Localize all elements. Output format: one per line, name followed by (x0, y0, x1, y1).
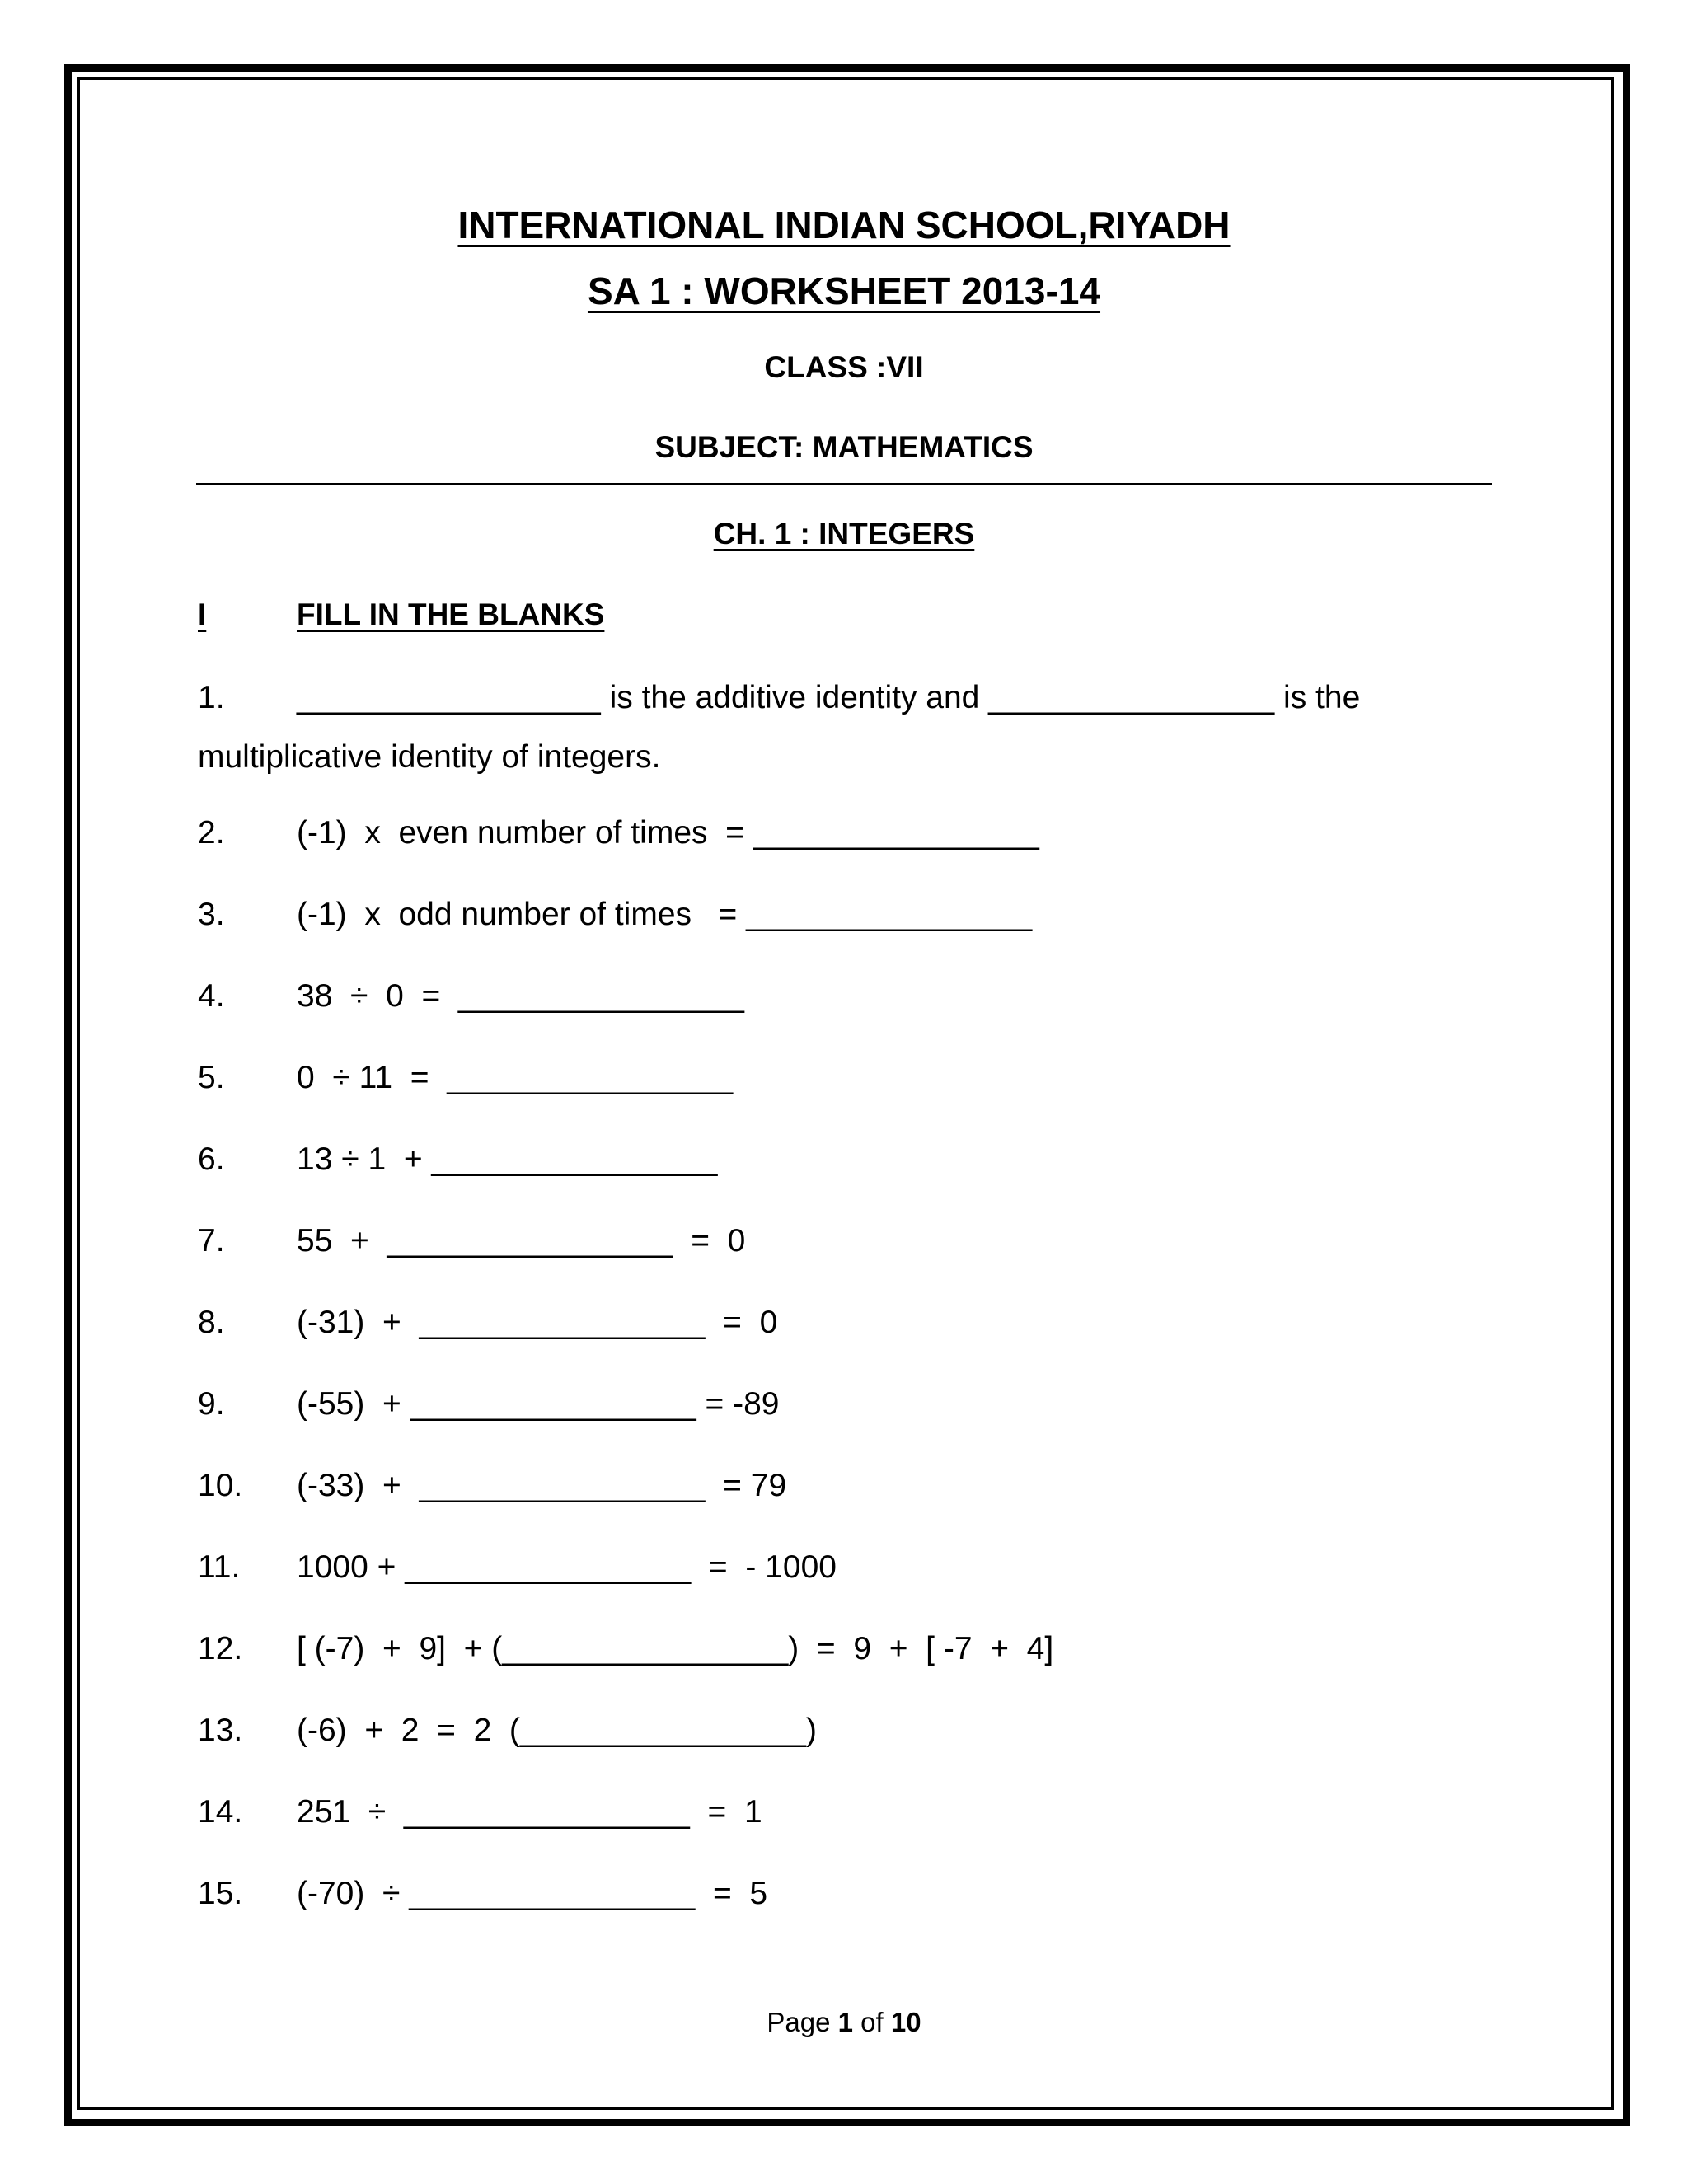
question-number: 3. (198, 897, 225, 932)
question-1-continuation: multiplicative identity of integers. (198, 739, 661, 775)
question-number: 5. (198, 1060, 225, 1095)
question-text: (-33) + ________________ = 79 (297, 1468, 787, 1503)
question-number: 8. (198, 1305, 225, 1340)
question-text: 251 ÷ ________________ = 1 (297, 1794, 762, 1830)
question-number: 12. (198, 1631, 243, 1666)
question-number: 1. (198, 680, 225, 715)
question-number: 10. (198, 1468, 243, 1503)
question-number: 13. (198, 1713, 243, 1748)
question-number: 11. (198, 1549, 241, 1585)
question-text: [ (-7) + 9] + (________________) = 9 + [ -7 + 4] (297, 1631, 1054, 1666)
question-text: 0 ÷ 11 = ________________ (297, 1060, 734, 1095)
question-text: 1000 + ________________ = - 1000 (297, 1549, 837, 1585)
question-text: 55 + ________________ = 0 (297, 1223, 746, 1258)
section-title: FILL IN THE BLANKS (297, 598, 605, 631)
header-divider (196, 483, 1492, 485)
subject-label: SUBJECT: MATHEMATICS (654, 430, 1034, 464)
footer-total-pages: 10 (890, 2007, 921, 2037)
class-label: CLASS :VII (764, 350, 924, 384)
question-text: (-1) x odd number of times = ________________ (297, 897, 1033, 932)
question-text: (-1) x even number of times = ________________ (297, 815, 1039, 851)
section-number: I (198, 598, 207, 631)
question-number: 6. (198, 1141, 225, 1177)
question-number: 15. (198, 1876, 243, 1911)
question-text: 38 ÷ 0 = ________________ (297, 978, 744, 1014)
question-number: 4. (198, 978, 225, 1014)
worksheet-title: SA 1 : WORKSHEET 2013-14 (587, 269, 1101, 312)
question-text: 13 ÷ 1 + ________________ (297, 1141, 718, 1177)
question-number: 9. (198, 1386, 225, 1422)
question-text: (-6) + 2 = 2 (________________) (297, 1713, 817, 1748)
question-text: (-55) + ________________ = -89 (297, 1386, 780, 1422)
footer-middle: of (853, 2007, 891, 2037)
question-text: (-70) ÷ ________________ = 5 (297, 1876, 768, 1911)
footer-current-page: 1 (837, 2007, 854, 2037)
question-text: _________________ is the additive identity and ________________ is the (297, 680, 1361, 715)
question-number: 7. (198, 1223, 225, 1258)
question-text: (-31) + ________________ = 0 (297, 1305, 778, 1340)
school-title: INTERNATIONAL INDIAN SCHOOL,RIYADH (457, 204, 1231, 246)
footer-prefix: Page (767, 2007, 838, 2037)
question-number: 2. (198, 815, 225, 851)
chapter-title: CH. 1 : INTEGERS (713, 517, 975, 551)
question-number: 14. (198, 1794, 243, 1830)
page-number-footer (0, 2007, 1688, 2038)
